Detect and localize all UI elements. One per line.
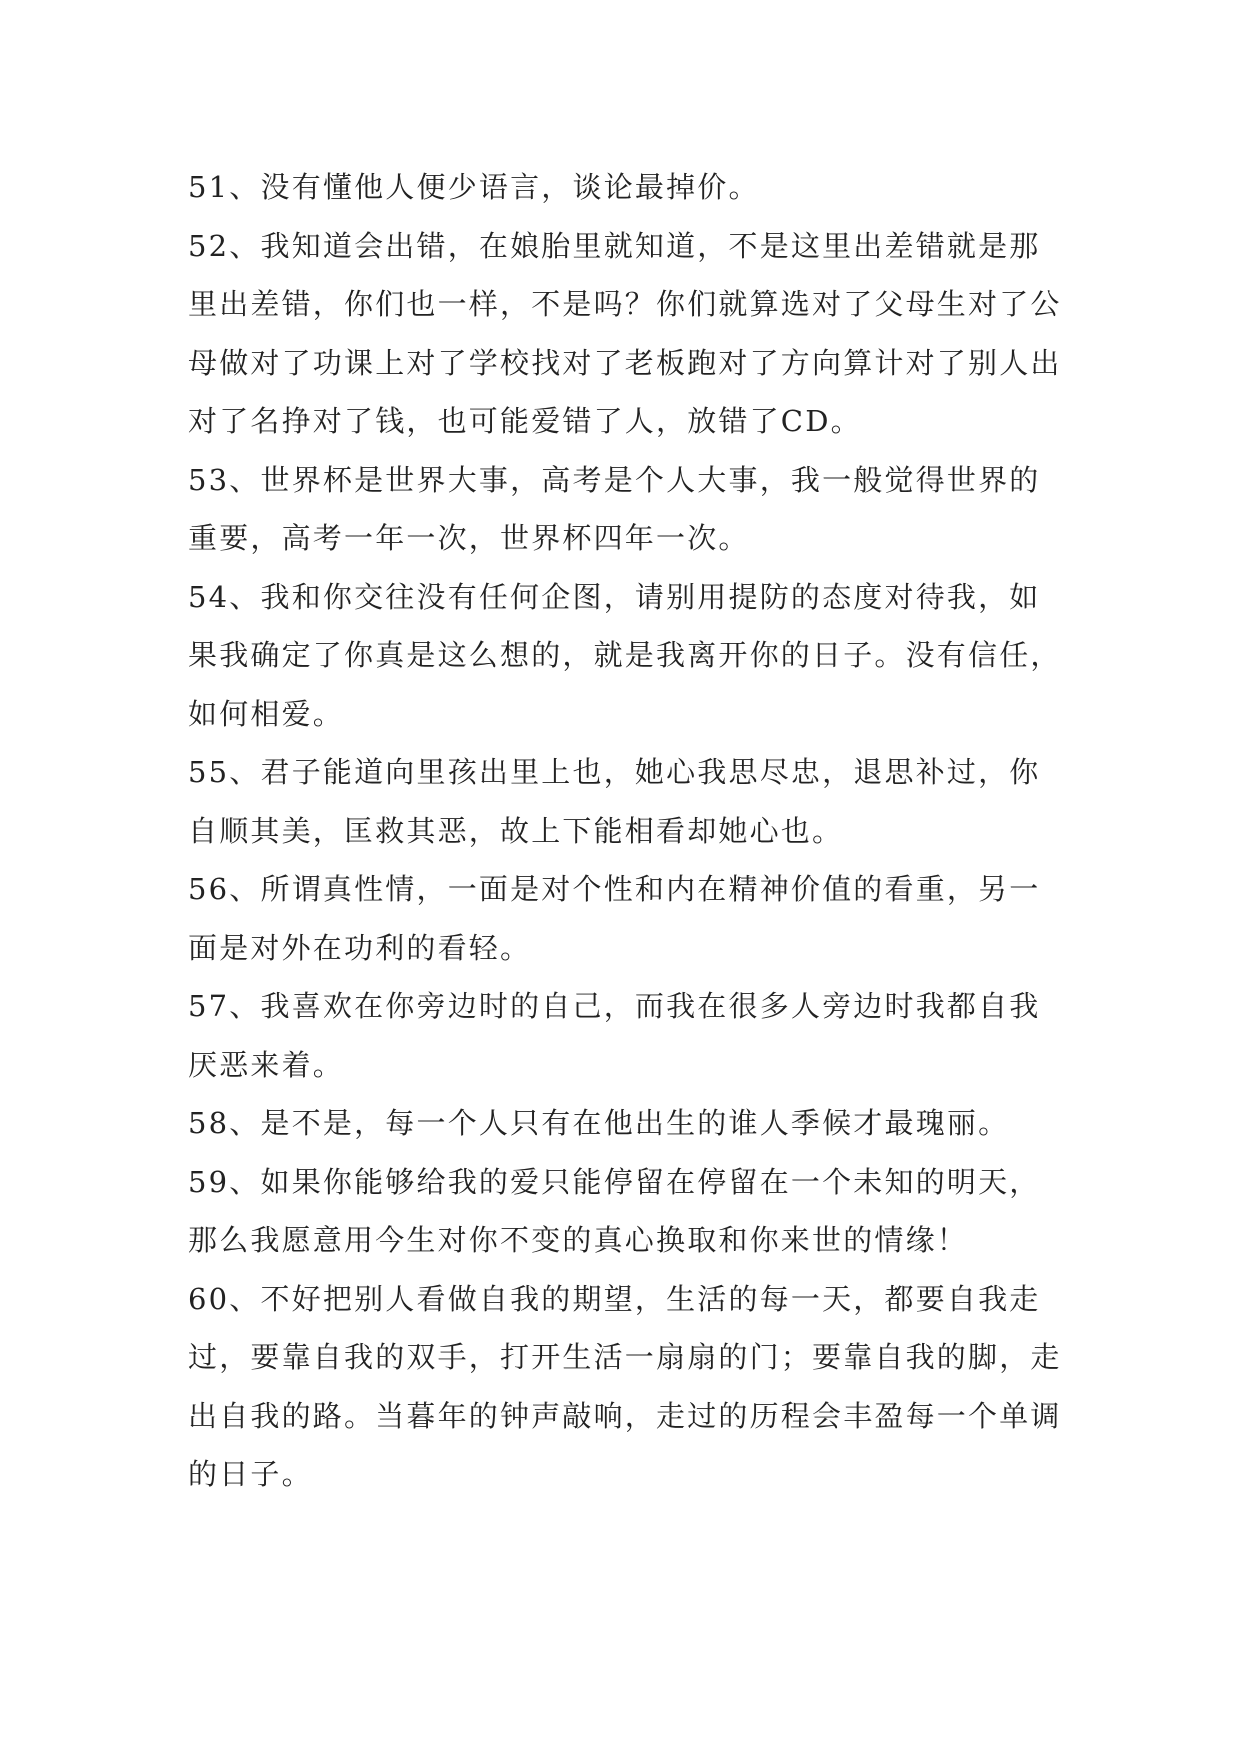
- paragraph-57: 57、我喜欢在你旁边时的自己，而我在很多人旁边时我都自我厌恶来着。: [188, 989, 1041, 1082]
- paragraph-54: 54、我和你交往没有任何企图，请别用提防的态度对待我，如果我确定了你真是这么想的，就是我离开你的日子。没有信任，如何相爱。: [188, 579, 1062, 731]
- paragraph-53: 53、世界杯是世界大事，高考是个人大事，我一般觉得世界的重要，高考一年一次，世界杯四年一次。: [188, 462, 1041, 555]
- paragraph-55: 55、君子能道向里孩出里上也，她心我思尽忠，退思补过，你自顺其美，匡救其恶，故上下能相看却她心也。: [188, 755, 1041, 848]
- paragraph-60: 60、不好把别人看做自我的期望，生活的每一天，都要自我走过，要靠自我的双手，打开生活一扇扇的门；要靠自我的脚，走出自我的路。当暮年的钟声敲响，走过的历程会丰盈每一个单调的日子。: [188, 1281, 1062, 1491]
- paragraph-58: 58、是不是，每一个人只有在他出生的谁人季候才最瑰丽。: [188, 1106, 1010, 1140]
- paragraph-52: 52、我知道会出错，在娘胎里就知道，不是这里出差错就是那里出差错，你们也一样，不是吗？你们就算选对了父母生对了公母做对了功课上对了学校找对了老板跑对了方向算计对了别人出对了名挣对了钱，也可能爱错了人，放错了CD。: [188, 228, 1062, 438]
- paragraph-51: 51、没有懂他人便少语言，谈论最掉价。: [188, 170, 760, 204]
- paragraph-59: 59、如果你能够给我的爱只能停留在停留在一个未知的明天，那么我愿意用今生对你不变的真心换取和你来世的情缘！: [188, 1164, 1041, 1257]
- paragraph-56: 56、所谓真性情，一面是对个性和内在精神价值的看重，另一面是对外在功利的看轻。: [188, 872, 1041, 965]
- document-body: [188, 158, 1068, 1504]
